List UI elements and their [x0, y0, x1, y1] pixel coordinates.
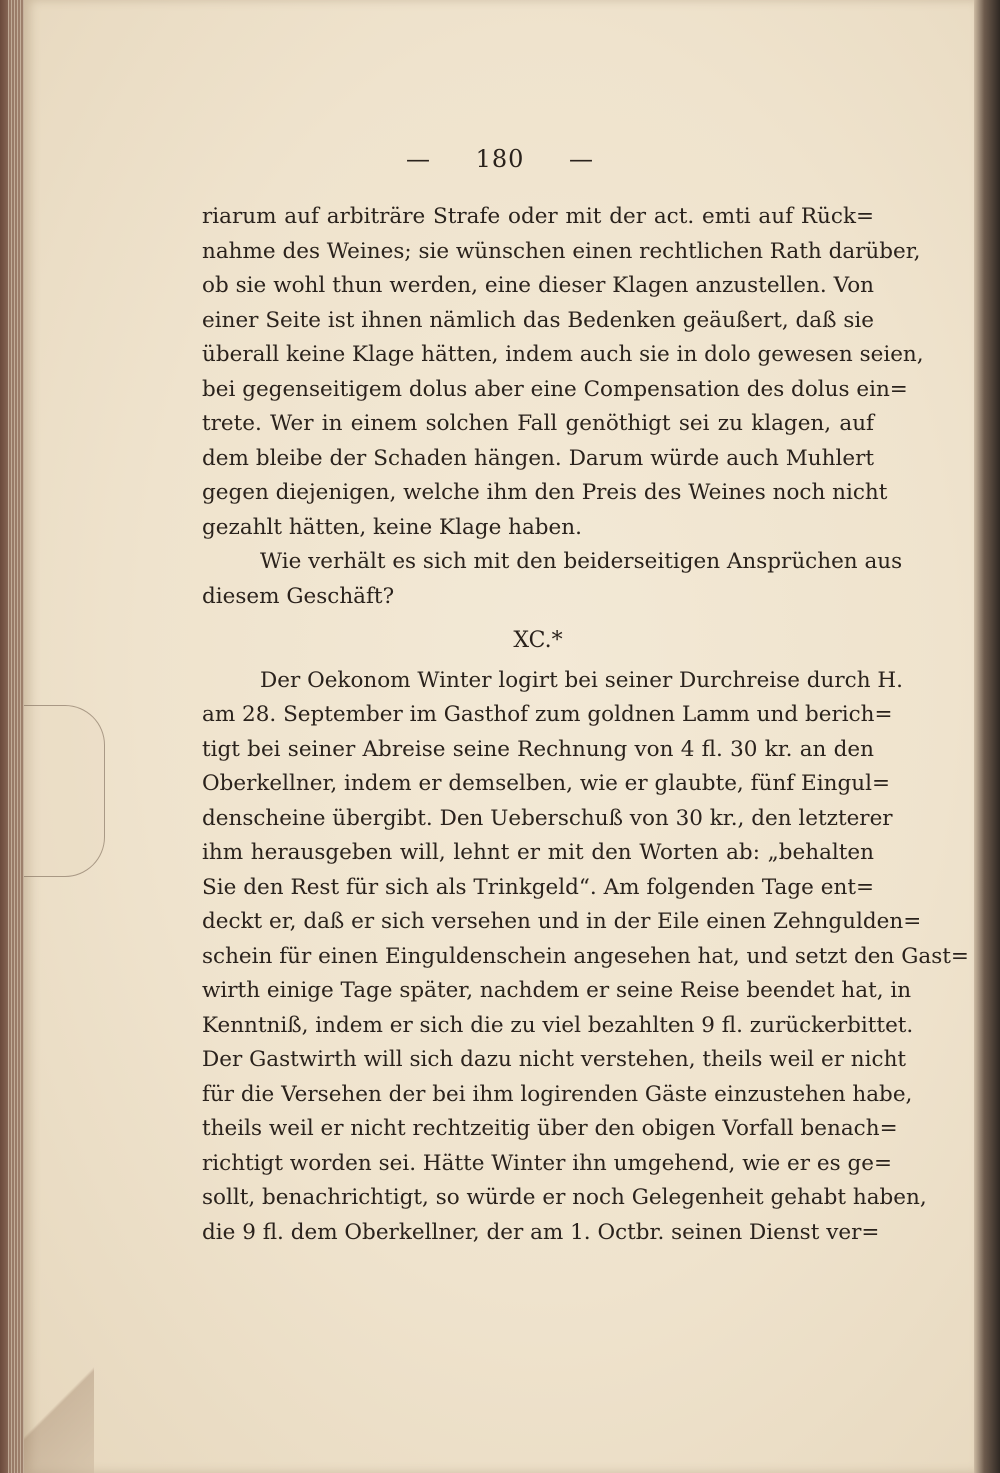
text-line: sollt, benachrichtigt, so würde er noch Gelegenheit gehabt haben,: [202, 1185, 927, 1210]
text-line: tigt bei seiner Abreise seine Rechnung von 4 fl. 30 kr. an den: [202, 736, 874, 762]
text-line: diesem Geschäft?: [202, 583, 395, 609]
text-line: ihm herausgeben will, lehnt er mit den Worten ab: „behalten: [202, 840, 874, 865]
text-line: gegen diejenigen, welche ihm den Preis des Weines noch nicht: [202, 480, 888, 505]
paper-strip-bookmark: [24, 705, 105, 877]
text-line: Der Oekonom Winter logirt bei seiner Durchreise durch H.: [260, 667, 903, 693]
text-line: gezahlt hätten, keine Klage haben.: [202, 514, 582, 540]
text-line: deckt er, daß er sich versehen und in der Eile einen Zehngulden=: [202, 909, 922, 934]
text-line: nahme des Weines; sie wünschen einen rechtlichen Rath darüber,: [202, 238, 921, 264]
page-header: [0, 145, 1000, 173]
text-line: riarum auf arbiträre Strafe oder mit der act. emti auf Rück=: [202, 204, 874, 229]
text-line: Sie den Rest für sich als Trinkgeld“. Am folgenden Tage ent=: [202, 874, 874, 900]
text-line: denscheine übergibt. Den Ueberschuß von 30 kr., den letzterer: [202, 805, 893, 831]
text-line: wirth einige Tage später, nachdem er seine Reise beendet hat, in: [202, 978, 912, 1003]
stacked-page-edges: [8, 0, 24, 1473]
text-line: die 9 fl. dem Oberkellner, der am 1. Octbr. seinen Dienst ver=: [202, 1219, 880, 1245]
text-line: für die Versehen der bei ihm logirenden Gäste einzustehen habe,: [202, 1081, 913, 1107]
paragraph-3: [202, 664, 969, 1251]
text-line: trete. Wer in einem solchen Fall genöthigt sei zu klagen, auf: [202, 411, 874, 436]
page-corner-curl: [24, 1330, 94, 1473]
text-line: dem bleibe der Schaden hängen. Darum würde auch Muhlert: [202, 445, 874, 471]
text-line: Kenntniß, indem er sich die zu viel bezahlten 9 fl. zurückerbittet.: [202, 1012, 914, 1038]
text-line: überall keine Klage hätten, indem auch sie in dolo gewesen seien,: [202, 342, 924, 367]
paragraph-2: [202, 545, 903, 614]
text-line: am 28. September im Gasthof zum goldnen Lamm und berich=: [202, 702, 893, 727]
text-line: Wie verhält es sich mit den beiderseitigen Ansprüchen aus: [260, 549, 903, 574]
header-dash-left: —: [405, 145, 431, 173]
text-line: einer Seite ist ihnen nämlich das Bedenken geäußert, daß sie: [202, 307, 874, 333]
page-number: 180: [475, 145, 525, 173]
text-line: schein für einen Einguldenschein angesehen hat, und setzt den Gast=: [202, 943, 969, 969]
text-line: richtigt worden sei. Hätte Winter ihn umgehend, wie er es ge=: [202, 1150, 892, 1176]
text-line: ob sie wohl thun werden, eine dieser Klagen anzustellen. Von: [202, 273, 874, 298]
text-line: theils weil er nicht rechtzeitig über den obigen Vorfall benach=: [202, 1116, 898, 1141]
header-dash-right: —: [569, 145, 595, 173]
text-line: Oberkellner, indem er demselben, wie er glaubte, fünf Eingul=: [202, 771, 890, 796]
text-line: Der Gastwirth will sich dazu nicht verstehen, theils weil er nicht: [202, 1047, 907, 1072]
text-line: bei gegenseitigem dolus aber eine Compensation des dolus ein=: [202, 376, 908, 402]
body-text: [202, 200, 969, 1250]
section-heading: XC.*: [513, 628, 563, 653]
paragraph-1: [202, 200, 924, 545]
page-right-shadow: [974, 0, 1000, 1473]
